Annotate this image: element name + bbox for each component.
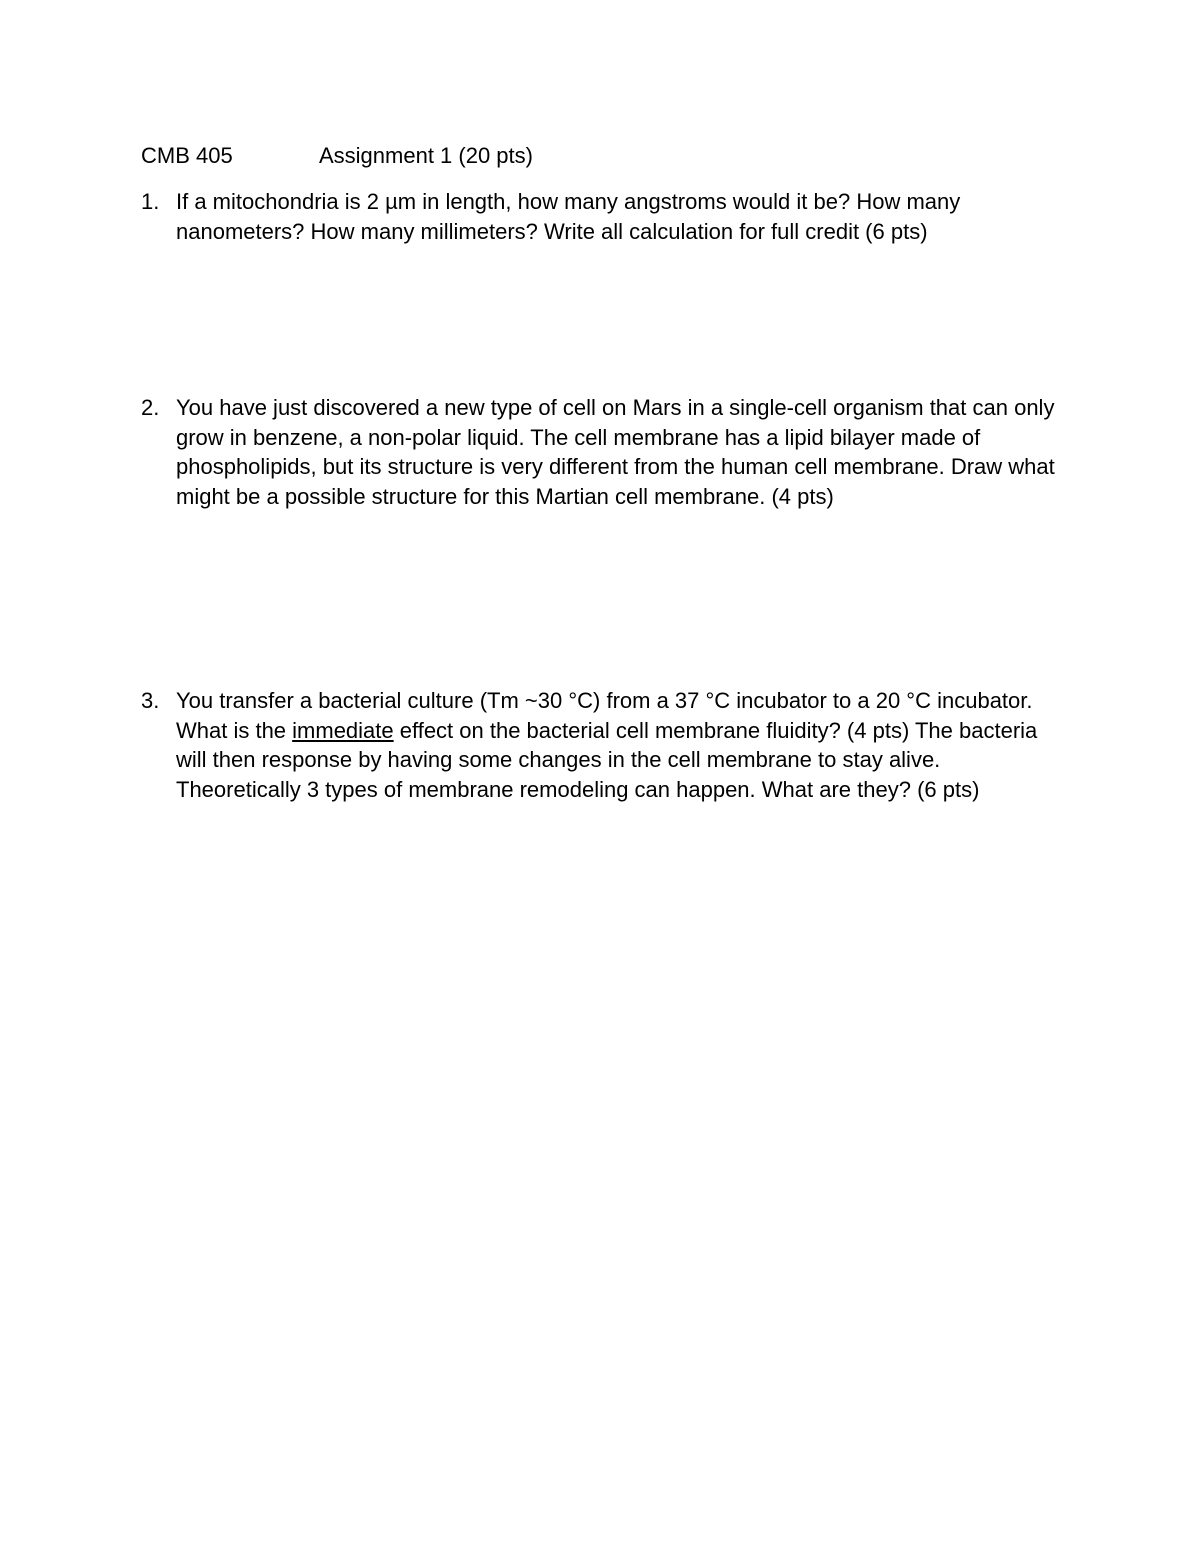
question-text (176, 686, 1061, 804)
question-number: 1. (141, 189, 160, 214)
question-text: You have just discovered a new type of cell on Mars in a single-cell organism that can only grow in benzene, a non-polar liquid. The cell membrane has a lipid bilayer made of phospholipids, but its structure is very different from the human cell membrane. Draw what might be a possible structure for this Martian cell membrane. (4 pts) (176, 395, 1055, 509)
underlined-emphasis: immediate (292, 717, 394, 743)
course-code: CMB 405 (141, 143, 233, 168)
question-1 (141, 187, 1061, 246)
question-2 (141, 393, 1061, 511)
assignment-header (141, 142, 533, 170)
question-text: If a mitochondria is 2 µm in length, how many angstroms would it be? How many nanometers? How many millimeters? Write all calculation for full credit (6 pts) (176, 189, 961, 244)
question-text-start: You transfer a bacterial culture (Tm ~30 °C) from a 37 °C incubator to a 20 °C incubator. What is the (176, 688, 1033, 743)
question-3 (141, 686, 1061, 804)
assignment-title: Assignment 1 (20 pts) (319, 143, 533, 168)
question-text-end: effect on the bacterial cell membrane fluidity? (4 pts) The bacteria will then response by having some changes in the cell membrane to stay alive. Theoretically 3 types of membrane remodeling can happen. What are they? (6 pts) (176, 717, 1038, 802)
question-number: 2. (141, 395, 160, 420)
question-number: 3. (141, 688, 160, 713)
